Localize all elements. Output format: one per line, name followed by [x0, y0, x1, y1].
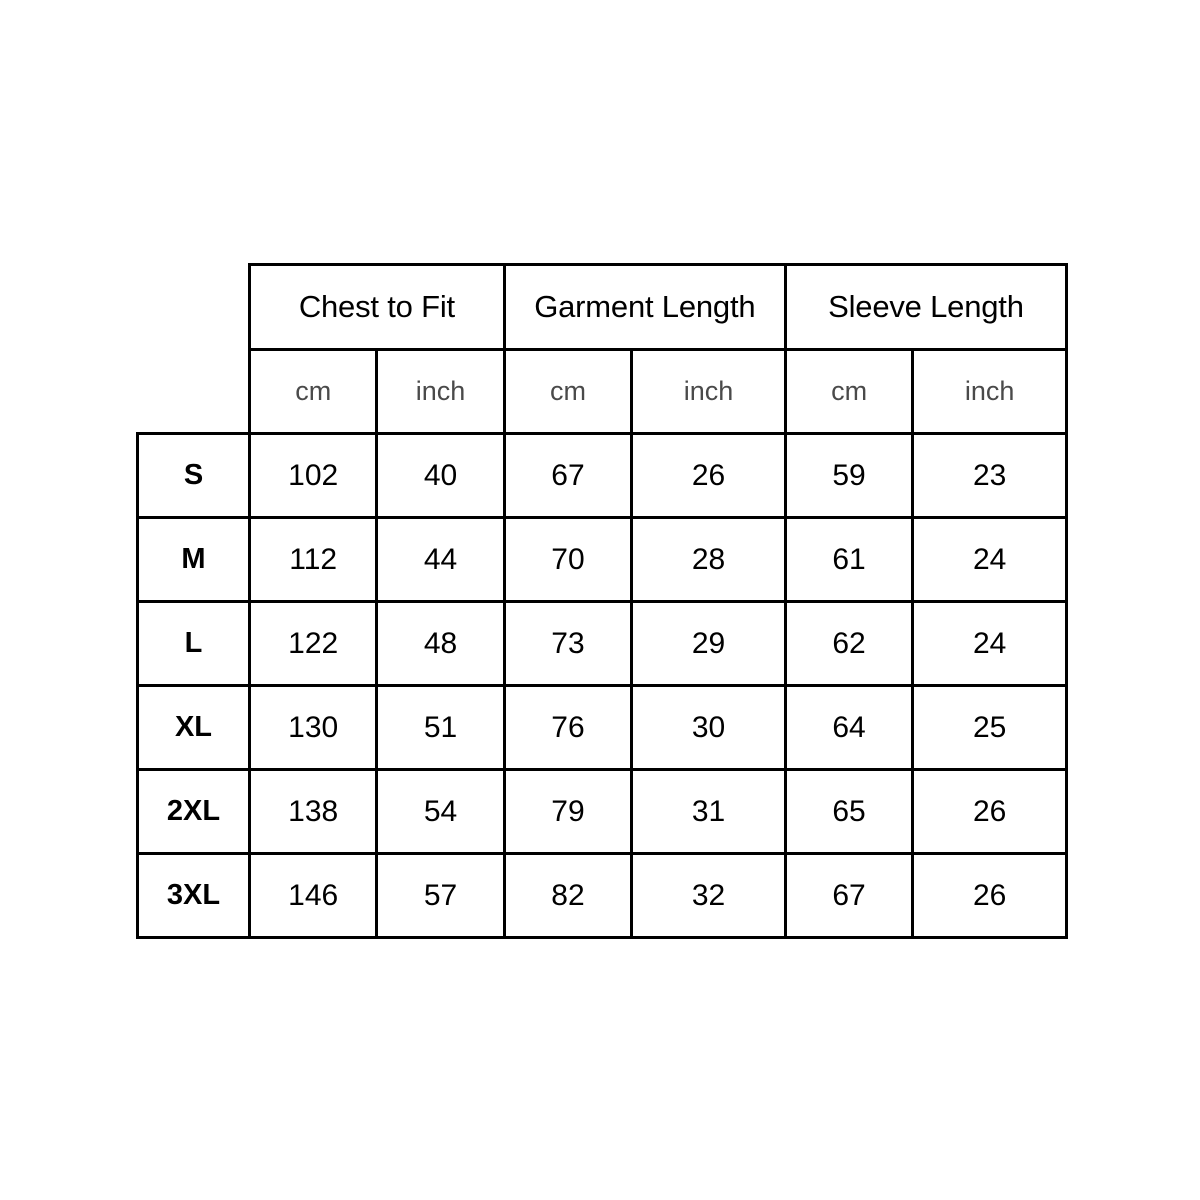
- row-size-label: XL: [138, 686, 250, 770]
- unit-header-chest-cm: cm: [250, 350, 377, 434]
- cell-sleeve-inch: 25: [913, 686, 1067, 770]
- cell-chest-cm: 122: [250, 602, 377, 686]
- cell-garment-inch: 26: [632, 434, 786, 518]
- unit-header-garment-cm: cm: [504, 350, 631, 434]
- cell-garment-inch: 29: [632, 602, 786, 686]
- row-size-label: L: [138, 602, 250, 686]
- cell-chest-cm: 112: [250, 518, 377, 602]
- cell-sleeve-cm: 64: [785, 686, 912, 770]
- corner-cell-units: [138, 350, 250, 434]
- cell-sleeve-inch: 26: [913, 770, 1067, 854]
- unit-header-sleeve-inch: inch: [913, 350, 1067, 434]
- cell-garment-cm: 76: [504, 686, 631, 770]
- row-size-label: S: [138, 434, 250, 518]
- cell-sleeve-cm: 65: [785, 770, 912, 854]
- group-header-sleeve-length: Sleeve Length: [785, 265, 1066, 350]
- unit-header-row: [138, 350, 1067, 434]
- cell-sleeve-inch: 24: [913, 602, 1067, 686]
- size-chart-table: [136, 263, 1068, 939]
- unit-header-garment-inch: inch: [632, 350, 786, 434]
- cell-chest-inch: 54: [377, 770, 504, 854]
- cell-chest-inch: 44: [377, 518, 504, 602]
- table-row: [138, 686, 1067, 770]
- size-chart-container: [136, 263, 1068, 937]
- cell-chest-cm: 102: [250, 434, 377, 518]
- cell-sleeve-cm: 62: [785, 602, 912, 686]
- cell-garment-cm: 73: [504, 602, 631, 686]
- cell-garment-inch: 28: [632, 518, 786, 602]
- cell-chest-inch: 48: [377, 602, 504, 686]
- cell-sleeve-cm: 59: [785, 434, 912, 518]
- cell-chest-inch: 57: [377, 854, 504, 938]
- table-row: [138, 854, 1067, 938]
- group-header-garment-length: Garment Length: [504, 265, 785, 350]
- cell-garment-cm: 82: [504, 854, 631, 938]
- cell-garment-inch: 30: [632, 686, 786, 770]
- cell-chest-cm: 130: [250, 686, 377, 770]
- table-row: [138, 602, 1067, 686]
- row-size-label: 2XL: [138, 770, 250, 854]
- cell-sleeve-cm: 61: [785, 518, 912, 602]
- cell-chest-inch: 51: [377, 686, 504, 770]
- corner-cell-top: [138, 265, 250, 350]
- table-row: [138, 434, 1067, 518]
- table-row: [138, 518, 1067, 602]
- group-header-chest: Chest to Fit: [250, 265, 505, 350]
- cell-sleeve-inch: 23: [913, 434, 1067, 518]
- cell-garment-cm: 79: [504, 770, 631, 854]
- cell-garment-cm: 67: [504, 434, 631, 518]
- cell-chest-cm: 146: [250, 854, 377, 938]
- row-size-label: 3XL: [138, 854, 250, 938]
- cell-garment-inch: 31: [632, 770, 786, 854]
- group-header-row: [138, 265, 1067, 350]
- cell-chest-cm: 138: [250, 770, 377, 854]
- cell-garment-inch: 32: [632, 854, 786, 938]
- cell-chest-inch: 40: [377, 434, 504, 518]
- unit-header-sleeve-cm: cm: [785, 350, 912, 434]
- cell-sleeve-inch: 26: [913, 854, 1067, 938]
- cell-sleeve-inch: 24: [913, 518, 1067, 602]
- table-row: [138, 770, 1067, 854]
- row-size-label: M: [138, 518, 250, 602]
- cell-garment-cm: 70: [504, 518, 631, 602]
- unit-header-chest-inch: inch: [377, 350, 504, 434]
- cell-sleeve-cm: 67: [785, 854, 912, 938]
